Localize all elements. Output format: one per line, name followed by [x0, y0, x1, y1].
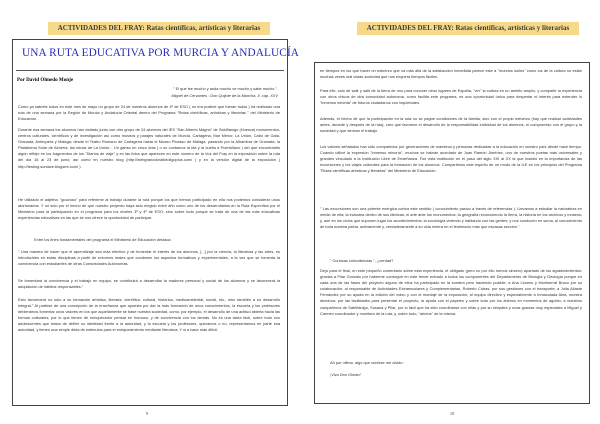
- paragraph-5: " Una manera de hacer que el aprendizaje sea más efectivo y de fomentar el interés de los alumnos, [...] por la ciencia, la literatura y las artes, es introducirles en estas disciplinas a partir de entornos reales que combinen los aspectos formativos y experimentales, a la vez que se fomenta la convivencia con estudiantes de otras Comunidades Autónomas.: [18, 249, 280, 267]
- title-divider: [16, 70, 284, 71]
- paragraph-5: " Las excursiones son una potente enérgica contra este sentido ( conocimiento pasivo a través de referencias ). Llevamos a estudiar la naturaleza en medio de ella; la industria dentro de sus fábricas; el arte ante los monumentos; la geografía reconociendo la tierra, la historia en los archivos y museos; y, aún en los ciclos que suponen lugar los acontecimientos; la sociología viviendo y hablando con las gentes; y nos conducen en suma, al conocimiento de toda nuestra patria, activamente y, verdaderamente a su vida entera en el testimonio más que escasas sección.": [320, 206, 582, 230]
- article-frame: [314, 62, 590, 404]
- paragraph-7: Dejo para el final, en este pequeño comentario sobre esta experiencia, el obligado (pero no por ello menos sincero) apartado de los agradecimientos: gracias a Pilar Gonzalo por haberme conseguir en este tercer entrado a todos los componentes del Departamento de Biología y Geología porque en cada una de las fases del proyecto alguno de ellos ha participado en la sombra pero haciendo posible; a Ana Llorens y Montserrat Bravo por su colaboración; al responsable de Actividades Extraescolares y Complementarias, Roberto Cubas, por sus gestiones con el transporte; a Julia Alíaste Fernández por su ayuda en la edición del vídeo y con el montaje de la exposición; al equipo directivo y especialmente a Inmaculada Alea, nuestra directora, por las facilidades para presentar el proyecto, la ayuda con el papeleo y sobre todo por los ánimos en momentos de agobio; a nuestros compañeros de Sabiñánigo, Susana y Pilar, por lo fácil que ha sido coordinarse con ellas y por su simpatía y unas gracias muy especiales a Miguel y Carmen coordinador y monitora de la ruta, y, sobre todo, "atneos" de la misma.: [320, 268, 582, 316]
- page-number: 10: [450, 411, 454, 416]
- paragraph-1: Como ya sabréis todos en este mes de mayo un grupo de 24 de nuestros alumnos de 4º de ESO ( no era posible que fueran todos ) ha realizado una ruta de una semana por la Región de Murcia y Andalucía Oriental dentro del Programa "Rutas científicas, artísticas y literarias " del Ministerio de Educación.: [18, 104, 280, 122]
- paragraph-6: " Curiosas coincidencias ", ¿verdad?: [330, 258, 394, 263]
- paragraph-4: Los valores señalados han sido compartidos por generaciones de maestros y personas dedicadas a la educación en nuestro país desde hace tiempo. Cuando utilicé la expresión "inmenso minoría", muchos se habrán acordado de Juan Ramón Jiménez, uno de nuestros poetas más universales y grandes vinculado a la Institución Libre de Enseñanza. Fue esta institución en el paso del siglo XIX al XX la que insistió en la importancia de las excursiones y los viajes culturales para la formación de los alumnos. Compartimos este espíritu de un modo de la ILE en los principios del Programa "Rutas científicas artísticas y literarias" del Ministerio de Educación.: [320, 144, 582, 174]
- paragraph-7: Esto favorecerá no sólo a su formación artística, literaria, científica, cultural, histórica, medioambiental, social, etc., sino también a su desarrollo integral." Al partirse de una concepción de la enseñanza que apuesta por dar la más formación de unos conocimientos, la escuela y los profesores debieramos fomentar unos valores en los que aquellamente se base nuestra sociedad, como, por ejemplo, el desarrollo de una actitud abierta hacia las formas culturales, por lo que tienen de enriquecedor pensar en humano, y de convivencia con los demás. No es una tarea fácil, sobre todo con adolescentes que tratan de definir su identidad frente a la autoridad, y la escuela y los profesores, queramos o no, representamos en parte esa autoridad, y tienen una simple dieta de estímulos para el enriquecimiento mediante literatura. Y si a hace más difícil.: [18, 297, 280, 333]
- page-number: 9: [146, 411, 148, 416]
- paragraph-3: He utilizado el adjetivo "goozoso" para referirme al trabajo durante la ruta porque los que hemos participado en ella nos podemos considerar unos afortunados. Y no solo por el hecho de que nuestro proyecto haya sido elegido entre año como uno de los desarrollados en la Ruta Específica por el Ministerio para la participación en el programa para los niveles 3º y 4º de ESO; sino sobre todo porque se trata de una de las más educativas experiencias educativas en las que se nos ofrece la oportunidad de participar.: [18, 197, 280, 221]
- article-title: UNA RUTA EDUCATIVA POR MURCIA Y ANDALUCÍA: [22, 47, 300, 59]
- article-author: Por David Olmedo Monje: [17, 77, 74, 83]
- closing-line: ¡Viva Don Olmán!: [330, 372, 361, 377]
- paragraph-3: Además, el hecho de que la participación en la ruta no se pague condiciones de la familia, sino con el propio esfuerzo (hay que realizar actividades antes, durante y después de la ruta), creo que favorece el desarrollo de la responsabilidad individual de los alumnos, el compromiso con el grupo y la sociedad y que derivan el trabajo.: [320, 116, 582, 134]
- paragraph-6: Se fomentará la convivencia y el trabajo en equipo, se contribuirá a desarrollar la madurez personal y social de los alumnos y se favorecerá la adquisición de hábitos responsables.": [18, 278, 280, 290]
- paragraph-8: Ah por último, algo que cuídese me olvido:: [330, 360, 404, 365]
- epigraph-source: Miguel de Cervantes : Don Quijote de la Mancha, II, cap. XXV: [171, 93, 278, 98]
- paragraph-1: en tiempos en los que hacer un esfuerzo que va más allá de la satisfacción inmediata parece este a "mundos suiles" como los de la cultura no están muchas veces mal vistas sociedad que nos enquera tiempos fáciles.: [320, 68, 582, 80]
- paragraph-2: Para ello, solo dé salir y salir de la tierra de uno para conocer otros lugares de España, "ver" la cultura en un ámbito amplio, y compartir la experiencia con otros chicos de otra comunidad autónoma, como facilita este programa, es una oportunidad única para despertar el interés para extender lo "inmenso mineda" de futuros ciudadanos con inquietudes.: [320, 88, 582, 106]
- paragraph-4: Entre los fines fundamentales del programa el Ministerio de Educación destaca:: [34, 237, 172, 242]
- section-banner: ACTIVIDADES DEL FRAY: Ratas científicas, artísticas y literarias: [48, 22, 270, 35]
- right-page: [300, 0, 600, 424]
- epigraph-quote: " El que lee mucho y anda mucho ve mucho y sabe mucho ".: [173, 86, 278, 91]
- paragraph-2: Durante esa semana los alumnos han visitado junto con otro grupo de 24 alumnos del IES "San Alberto Magno" de Sabiñánigo (Huesca) monumentos, centros culturales, científicos y de investigación así como museos y parajes naturales de Murcia, Cartagena, Mar Menor, La Unión, Cabo de Gata, Granada, Antequera y Málaga; desde el Teatro Romano de Cartagena hasta el Museo Picasso de Málaga, pasando por la Alhambra de Granada, la Plataforma Solar de Almería, las minas de La Unión... Un ganso en cinco días ( o no contamos la ida y la vuelta a Puertollano ) del que encontraréis algún reflejo en los fragmentos de los "Diarios de viaje" y en las fotos que aparecen en este número de la Voz del Fray en la exposición sobre la ruta del día 16 al 23 de junio; así como en nuestro blog (http://webgranodoraltotoligoplus.com/ ) y en la versión digital de la exposición ( http://testing.suntaxe.blogsmt.com/ ).: [18, 127, 280, 169]
- section-banner: ACTIVIDADES DEL FRAY: Ratas científicas, artísticas y literarias: [357, 22, 579, 35]
